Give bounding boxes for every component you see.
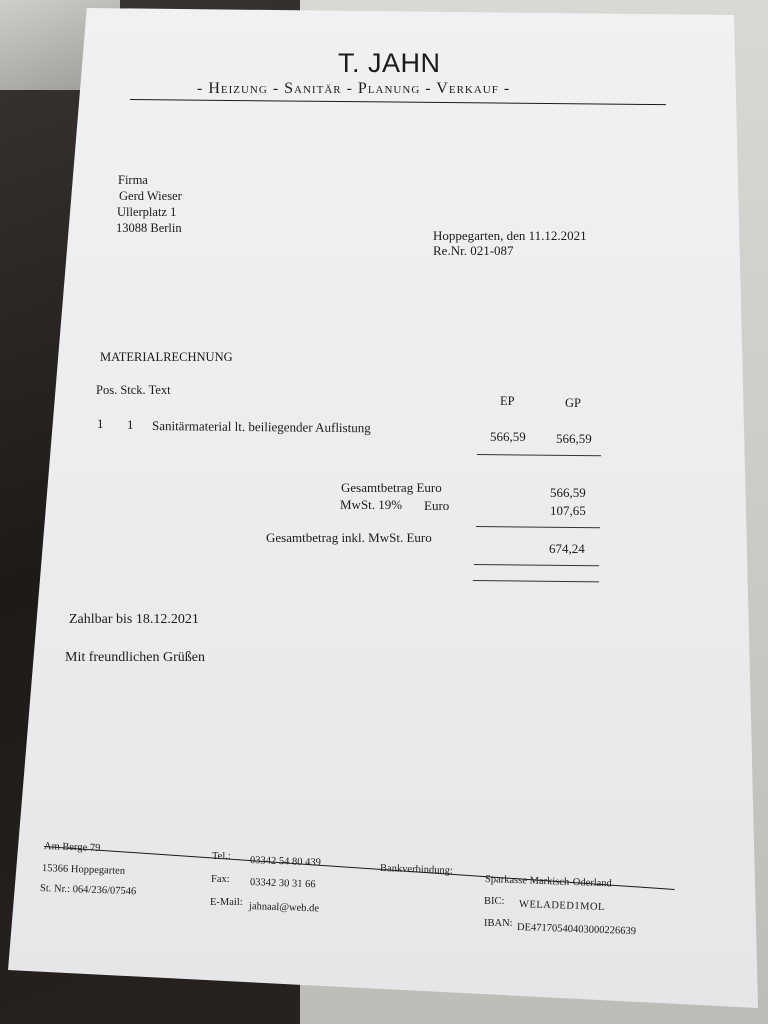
company-tagline: - Heizung - Sanitär - Planung - Verkauf - [197, 80, 511, 97]
gross-total-label: Gesamtbetrag inkl. MwSt. Euro [266, 530, 432, 545]
footer-tel-value: 03342 54 80 439 [249, 855, 322, 869]
footer-fax-label: Fax: [211, 874, 230, 885]
recipient-line-4: 13088 Berlin [116, 221, 182, 235]
footer-email-label: E-Mail: [210, 897, 243, 908]
net-total-label: Gesamtbetrag Euro [341, 480, 442, 495]
recipient-line-2: Gerd Wieser [119, 189, 182, 203]
footer-bic-value: WELADED1MOL [518, 899, 606, 913]
footer-bank-name: Sparkasse Markisch-Oderland [484, 874, 612, 890]
item-text: Sanitärmaterial lt. beiliegender Auflistung [151, 418, 371, 436]
column-header-ep: EP [500, 394, 515, 408]
invoice-number: Re.Nr. 021-087 [433, 243, 514, 258]
footer-iban-label: IBAN: [484, 918, 513, 929]
document-title: MATERIALRECHNUNG [100, 350, 233, 364]
vat-value: 107,65 [550, 503, 586, 518]
footer-bank-label: Bankverbindung: [379, 863, 454, 877]
payment-due: Zahlbar bis 18.12.2021 [69, 612, 199, 627]
greeting: Mit freundlichen Grüßen [65, 650, 205, 665]
recipient-line-3: Ullerplatz 1 [117, 205, 177, 219]
invoice-date: Hoppegarten, den 11.12.2021 [433, 228, 587, 243]
company-name: T. JAHN [338, 48, 441, 78]
footer-email-value: jahnaal@web.de [248, 901, 320, 915]
vat-currency: Euro [424, 498, 450, 513]
gross-total-value: 674,24 [549, 541, 585, 556]
footer-bic-label: BIC: [484, 896, 505, 907]
footer-tel-label: Tel.: [212, 851, 231, 862]
footer-iban-value: DE47170540403000226639 [516, 922, 637, 938]
footer-tax-number: St. Nr.: 064/236/07546 [39, 883, 137, 898]
item-quantity: 1 [127, 417, 134, 432]
footer-city: 15366 Hoppegarten [41, 863, 126, 877]
item-position: 1 [97, 416, 104, 431]
item-total-price: 566,59 [556, 431, 592, 446]
column-header-pos-qty-text: Pos. Stck. Text [96, 383, 171, 397]
footer-fax-value: 03342 30 31 66 [249, 877, 316, 891]
recipient-line-1: Firma [118, 173, 148, 187]
net-total-value: 566,59 [550, 485, 586, 500]
vat-label: MwSt. 19% [340, 497, 403, 512]
column-header-gp: GP [565, 396, 581, 410]
item-unit-price: 566,59 [490, 429, 526, 444]
footer-street: Am Berge 79 [43, 841, 101, 854]
